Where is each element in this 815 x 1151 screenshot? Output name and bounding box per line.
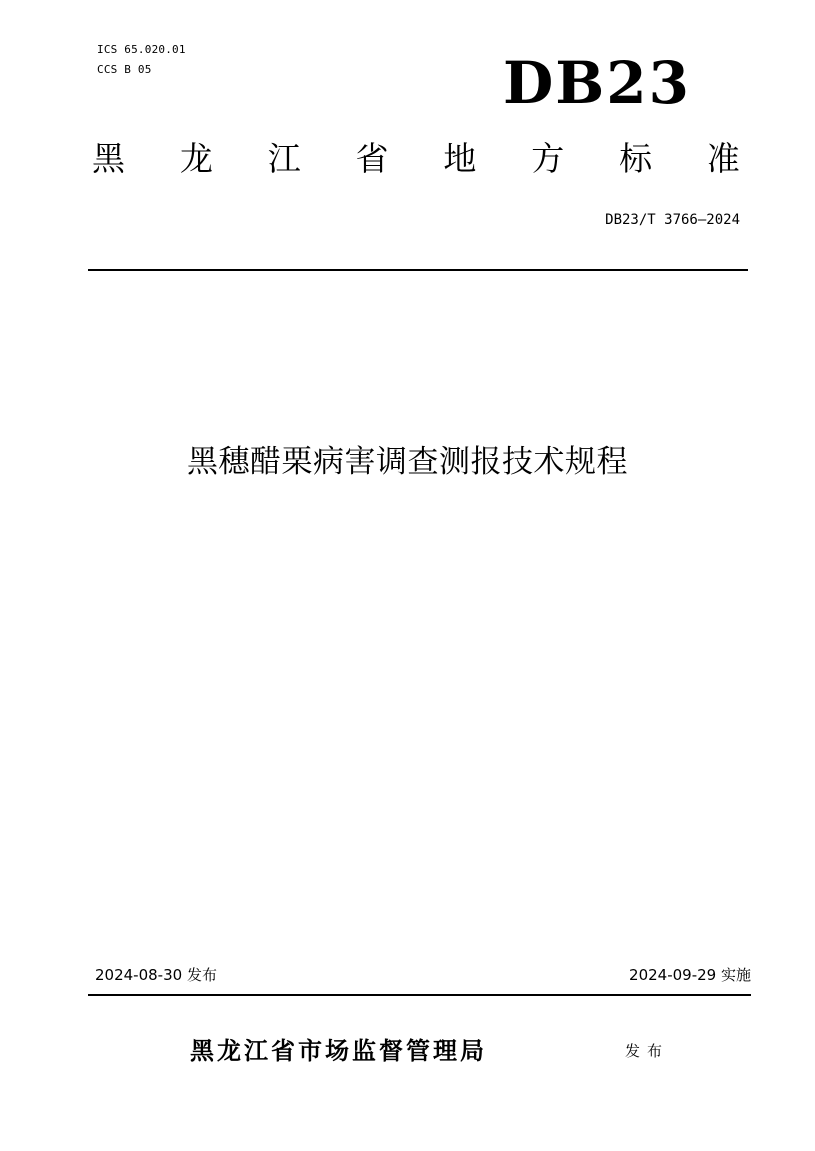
standard-type-char: 省 [355, 139, 389, 178]
standard-type-char: 黑 [92, 139, 125, 178]
publication-date: 2024-08-30 发布 [95, 966, 217, 984]
standard-type-char: 标 [619, 139, 653, 178]
standard-type-char: 江 [267, 139, 301, 178]
publisher-name: 黑龙江省市场监督管理局 [190, 1036, 487, 1065]
implementation-date: 2024-09-29 实施 [629, 966, 751, 984]
document-title: 黑穗醋栗病害调查测报技术规程 [187, 444, 628, 480]
standard-type-char: 准 [706, 139, 740, 178]
standard-type-heading [92, 137, 740, 181]
ics-code: ICS 65.020.01 [97, 43, 186, 56]
standard-type-char: 龙 [179, 139, 213, 178]
standard-type-char: 地 [443, 139, 477, 178]
bottom-divider [88, 994, 751, 996]
standard-number: DB23/T 3766—2024 [605, 212, 740, 228]
standard-type-char: 方 [531, 139, 565, 178]
db23-logo: DB23 [502, 49, 691, 117]
ccs-code: CCS B 05 [97, 63, 152, 76]
publish-label: 发布 [625, 1042, 670, 1060]
top-divider [88, 269, 748, 271]
